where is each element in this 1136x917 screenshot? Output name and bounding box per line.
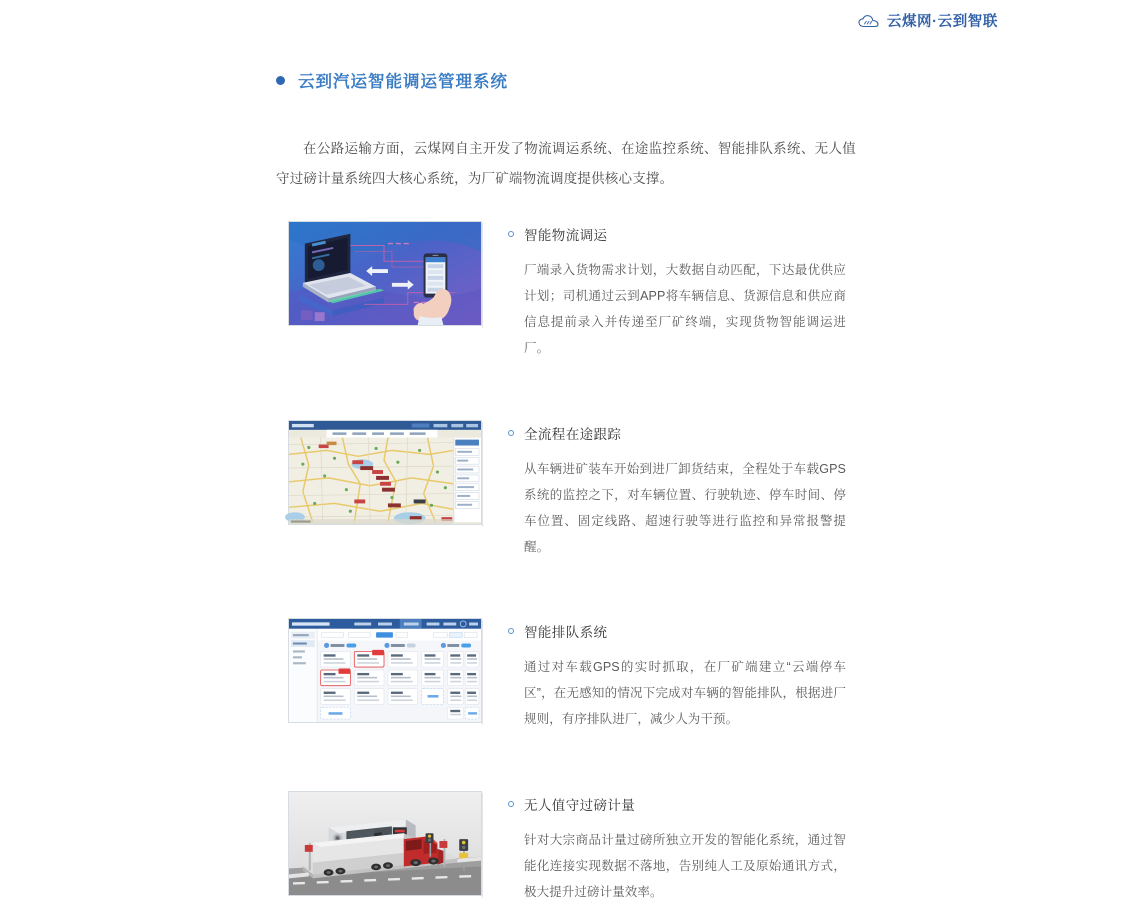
cloud-icon bbox=[858, 14, 880, 30]
feature-head bbox=[508, 224, 888, 244]
intro-paragraph: 在公路运输方面，云煤网自主开发了物流调运系统、在途监控系统、智能排队系统、无人值守过磅计量系统四大核心系统，为厂矿端物流调度提供核心支撑。 bbox=[276, 134, 856, 194]
feature-divider bbox=[482, 422, 483, 527]
feature-item bbox=[288, 791, 888, 917]
feature-bullet-icon bbox=[508, 430, 514, 436]
laptop-phone-sync-illustration bbox=[288, 221, 482, 326]
feature-divider bbox=[482, 793, 483, 898]
title-bullet-icon bbox=[276, 76, 285, 85]
page-title: 云到汽运智能调运管理系统 bbox=[298, 68, 508, 92]
feature-body bbox=[508, 618, 888, 745]
gps-tracking-map-screenshot bbox=[288, 420, 482, 525]
feature-bullet-icon bbox=[508, 231, 514, 237]
brand-name: 云煤网·云到智联 bbox=[887, 15, 998, 30]
queue-dashboard-screenshot bbox=[288, 618, 482, 723]
feature-item bbox=[288, 420, 888, 573]
feature-body bbox=[508, 221, 888, 374]
feature-body bbox=[508, 791, 888, 917]
brand-logo bbox=[858, 14, 998, 30]
feature-bullet-icon bbox=[508, 801, 514, 807]
feature-description: 从车辆进矿装车开始到进厂卸货结束，全程处于车载GPS系统的监控之下，对车辆位置、行驶轨迹、停车时间、停车位置、固定线路、超速行驶等进行监控和异常报警提醒。 bbox=[524, 456, 846, 560]
feature-list bbox=[288, 221, 888, 917]
feature-head bbox=[508, 423, 888, 443]
feature-item bbox=[288, 618, 888, 745]
feature-title: 智能排队系统 bbox=[524, 621, 607, 641]
feature-head bbox=[508, 794, 888, 814]
feature-title: 无人值守过磅计量 bbox=[524, 794, 635, 814]
feature-divider bbox=[482, 620, 483, 725]
feature-description: 针对大宗商品计量过磅所独立开发的智能化系统，通过智能化连接实现数据不落地，告别纯人工及原始通讯方式，极大提升过磅计量效率。 bbox=[524, 827, 846, 905]
feature-title: 智能物流调运 bbox=[524, 224, 607, 244]
section-title-row bbox=[276, 68, 508, 92]
feature-head bbox=[508, 621, 888, 641]
feature-title: 全流程在途跟踪 bbox=[524, 423, 621, 443]
feature-divider bbox=[482, 223, 483, 328]
feature-description: 通过对车载GPS的实时抓取，在厂矿端建立“云端停车区”，在无感知的情况下完成对车辆的智能排队，根据进厂规则，有序排队进厂，减少人为干预。 bbox=[524, 654, 846, 732]
feature-description: 厂端录入货物需求计划，大数据自动匹配，下达最优供应计划；司机通过云到APP将车辆信息、货源信息和供应商信息提前录入并传递至厂矿终端，实现货物智能调运进厂。 bbox=[524, 257, 846, 361]
feature-bullet-icon bbox=[508, 628, 514, 634]
unmanned-weighbridge-render bbox=[288, 791, 482, 896]
feature-item bbox=[288, 221, 888, 374]
feature-body bbox=[508, 420, 888, 573]
